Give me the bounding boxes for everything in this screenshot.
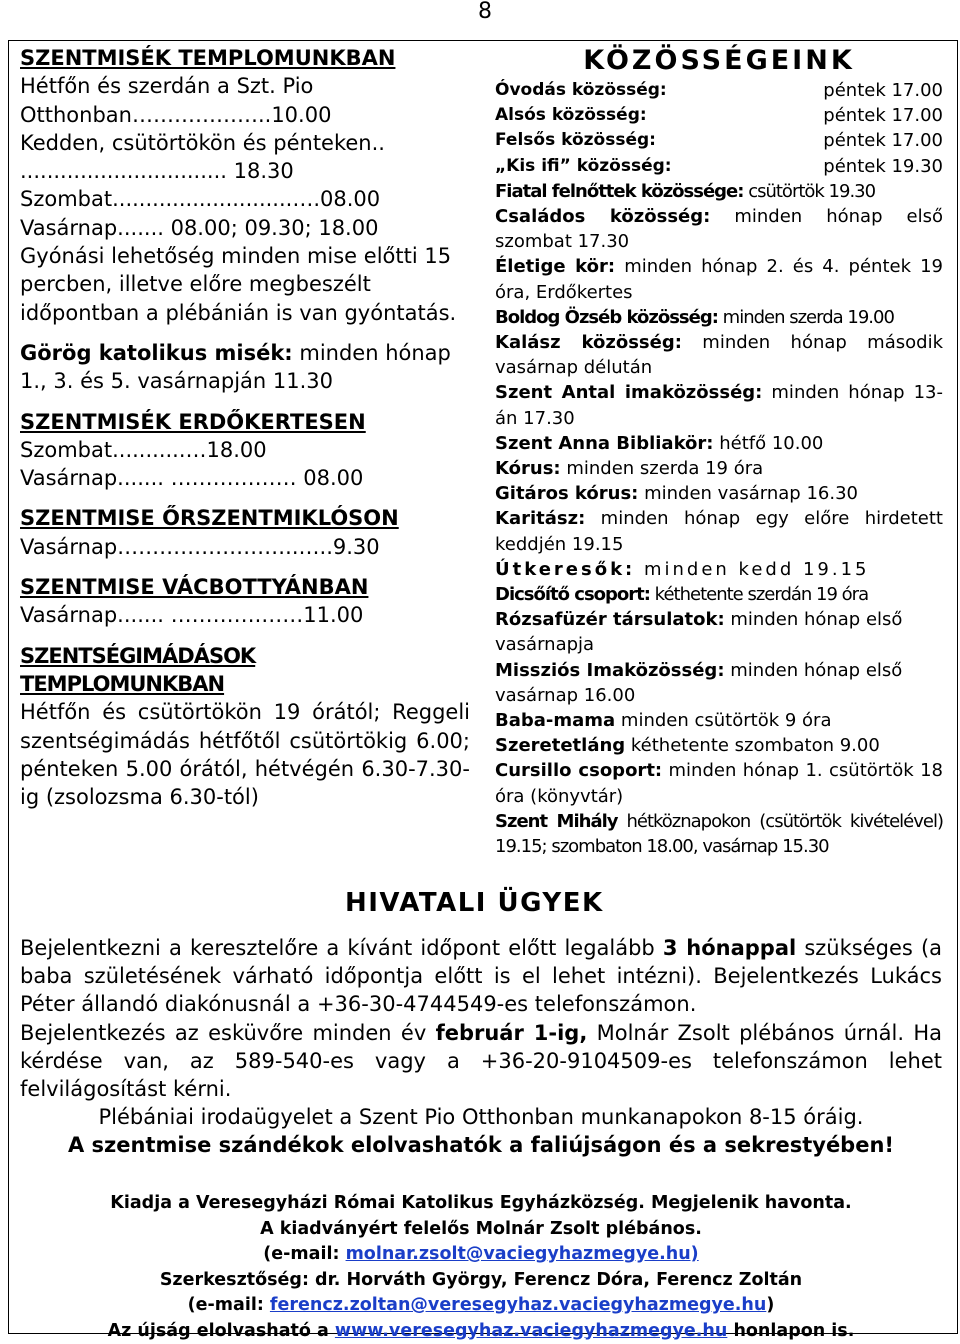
community-time: minden hónap 1. csütörtök 18 óra (könyvtár) xyxy=(495,760,943,807)
text: (e-mail: xyxy=(263,1244,346,1264)
community-label: Felsős közösség: xyxy=(495,130,656,151)
section-title-vacbottyan: SZENTMISE VÁCBOTTYÁNBAN xyxy=(20,575,369,600)
community-time: minden hónap egy előre hirdetett keddjén 19.15 xyxy=(495,508,943,555)
community-entry xyxy=(495,557,943,582)
mass-line: Hétfőn és szerdán a Szt. Pio xyxy=(20,74,314,99)
community-time: péntek 17.00 xyxy=(823,130,943,152)
mass-line: Vasárnap……………………..…..9.30 xyxy=(20,534,380,559)
mass-line: Szombat...........…18.00 xyxy=(20,437,267,462)
editors-line: Szerkesztőség: dr. Horváth György, Ferencz Dóra, Ferencz Zoltán xyxy=(159,1269,803,1290)
community-entry xyxy=(495,179,943,204)
text: Az újság elolvasható a xyxy=(107,1320,335,1341)
community-label: Kórus: xyxy=(495,458,561,480)
text: honlapon is. xyxy=(727,1320,855,1341)
community-time: hétköznapokon (csütörtök kivételével) 19.15; szombaton 18.00, vasárnap 15.30 xyxy=(495,810,944,858)
community-time: kéthetente szerdán 19 óra xyxy=(649,584,869,606)
community-row xyxy=(495,128,943,153)
community-time: minden hónap első vasárnap 16.00 xyxy=(495,659,903,706)
greek-label: Görög katolikus misék: xyxy=(20,340,293,365)
adoration-paragraph: Hétfőn és csütörtökön 19 órától; Reggeli szentségimádás hétfőtől csütörtökig 6.00; pénteken 5.00 órától, hétvégén 6.30-7.30-ig (zsolozsma 6.30-tól) xyxy=(20,700,470,810)
community-label: Szeretetláng xyxy=(495,735,626,757)
confession-paragraph: Gyónási lehetőség minden mise előtti 15 percben, illetve előre megbeszélt időpontban a plébánián is van gyóntatás. xyxy=(20,244,457,325)
community-time: minden hónap 2. és 4. péntek 19 óra, Erdőkertes xyxy=(495,256,943,303)
community-label: Fiatal felnőttek közössége: xyxy=(495,180,744,202)
greek-catholic-paragraph xyxy=(20,339,470,396)
section-title-erdokertes: SZENTMISÉK ERDŐKERTESEN xyxy=(20,409,366,434)
community-label: Dicsőítő csoport: xyxy=(495,584,650,606)
community-label: Gitáros kórus: xyxy=(495,483,639,505)
community-row xyxy=(495,103,943,128)
community-time: csütörtök 19.30 xyxy=(743,180,876,202)
community-time: minden csütörtök 9 óra xyxy=(615,710,832,732)
emphasis: 3 hónappal xyxy=(662,936,797,960)
community-entry xyxy=(495,456,943,481)
community-label: Baba-mama xyxy=(495,710,616,732)
website-line xyxy=(20,1319,942,1344)
community-label: Boldog Özséb közösség: xyxy=(495,306,718,328)
community-time: minden hónap második vasárnap délután xyxy=(495,332,943,379)
publisher-line: Kiadja a Veresegyházi Római Katolikus Egyházközség. Megjelenik havonta. xyxy=(110,1193,852,1213)
community-label: Rózsafüzér társulatok: xyxy=(495,609,725,631)
community-label: Családos közösség: xyxy=(495,206,711,228)
mass-line: Kedden, csütörtökön és pénteken.. xyxy=(20,130,385,155)
text: Bejelentkezés az esküvőre minden év xyxy=(20,1020,436,1045)
community-label: Szent Anna Bibliakör: xyxy=(495,432,714,454)
community-entry xyxy=(495,607,943,657)
community-label: Cursillo csoport: xyxy=(495,760,663,782)
community-time: minden szerda 19.00 xyxy=(717,306,894,328)
community-time: péntek 19.30 xyxy=(823,155,943,177)
community-entry xyxy=(495,254,943,304)
emphasis: február 1-ig, xyxy=(435,1020,588,1045)
email-line-2 xyxy=(20,1293,942,1319)
community-label: Missziós Imaközösség: xyxy=(495,659,725,681)
text: ) xyxy=(766,1295,775,1315)
mass-schedule-column xyxy=(20,44,470,811)
communities-column xyxy=(495,44,943,859)
text: Bejelentkezni a keresztelőre a kívánt időpont előtt legalább xyxy=(20,936,663,960)
greek-text: minden hónap 1., 3. és 5. vasárnapján 11.30 xyxy=(20,340,451,394)
community-label: Útkeresők: xyxy=(495,558,636,580)
office-hours: Plébániai irodaügyelet a Szent Pio Otthonban munkanapokon 8-15 óráig. xyxy=(98,1105,864,1130)
community-label: Életige kör: xyxy=(495,256,616,278)
text: szükséges (a baba születésének várható időpontja előtt is el lehet intézni). Bejelentkezés Lukács Péter állandó diakónusnál a +36-30-4744549-es telefonszámon. xyxy=(20,936,942,1017)
community-time: kéthetente szombaton 9.00 xyxy=(625,735,880,757)
baptism-paragraph xyxy=(20,934,942,1019)
community-label: Alsós közösség: xyxy=(495,105,647,126)
community-time: péntek 17.00 xyxy=(823,80,943,101)
responsible-line: A kiadványért felelős Molnár Zsolt plébános. xyxy=(260,1218,702,1239)
wedding-paragraph xyxy=(20,1019,942,1104)
community-time: péntek 17.00 xyxy=(823,105,943,127)
email-line-1 xyxy=(20,1242,942,1268)
community-entry xyxy=(495,380,943,430)
mass-line: ............................... 18.30 xyxy=(20,159,294,184)
mass-line: Vasárnap....... 08.00; 09.30; 18.00 xyxy=(20,215,379,240)
section-title-orszentmiklos: SZENTMISE ŐRSZENTMIKLÓSON xyxy=(20,506,399,531)
mass-line: Vasárnap....... ………….……11.00 xyxy=(20,603,364,628)
section-title-szentsegimadas: SZENTSÉGIMÁDÁSOK xyxy=(20,643,256,668)
community-label: „Kis ifi” közösség: xyxy=(495,155,672,176)
community-entry xyxy=(495,506,943,556)
community-time: minden kedd 19.15 xyxy=(635,558,870,580)
community-entry xyxy=(495,481,943,506)
mass-line: Vasárnap....... ……………… 08.00 xyxy=(20,466,364,491)
publisher-footer xyxy=(20,1191,942,1344)
community-entry xyxy=(495,431,943,456)
office-title: HIVATALI ÜGYEK xyxy=(345,888,604,918)
text: Molnár Zsolt plébános úrnál. Ha kérdése van, az 589-540-es vagy a +36-20-9104509-es telefonszámon lehet felvilágosítást kérni. xyxy=(20,1020,942,1102)
mass-intentions-note: A szentmise szándékok elolvashatók a faliújságon és a sekrestyében! xyxy=(67,1133,894,1158)
community-entry xyxy=(495,733,943,758)
email-link-ferencz[interactable]: ferencz.zoltan@veresegyhaz.vaciegyhazmegye.hu xyxy=(269,1295,767,1315)
community-entry xyxy=(495,305,943,330)
community-time: minden hónap első vasárnapja xyxy=(495,609,903,656)
community-time: minden hónap első szombat 17.30 xyxy=(495,206,943,253)
communities-title: KÖZÖSSÉGEINK xyxy=(583,45,855,76)
community-entry xyxy=(495,582,943,607)
community-entry xyxy=(495,708,943,733)
community-entry xyxy=(495,809,943,859)
office-section xyxy=(20,934,942,1160)
section-title-templomunkban: SZENTMISÉK TEMPLOMUNKBAN xyxy=(20,46,396,70)
community-time: minden hónap 13-án 17.30 xyxy=(495,382,943,429)
community-entry xyxy=(495,330,943,380)
community-time: hétfő 10.00 xyxy=(713,432,824,454)
email-link-molnar[interactable]: molnar.zsolt@vaciegyhazmegye.hu) xyxy=(345,1244,699,1264)
community-entry xyxy=(495,204,943,254)
community-time: minden szerda 19 óra xyxy=(560,458,764,480)
community-label: Szent Antal imaközösség: xyxy=(495,382,763,404)
mass-line: Otthonban………………..10.00 xyxy=(20,102,332,127)
website-link[interactable]: www.veresegyhaz.vaciegyhazmegye.hu xyxy=(334,1320,728,1341)
community-entry xyxy=(495,758,943,808)
community-label: Karitász: xyxy=(495,508,586,530)
text: (e-mail: xyxy=(187,1295,270,1315)
community-time: minden vasárnap 16.30 xyxy=(638,483,858,505)
page-number: 8 xyxy=(478,0,492,24)
mass-line: Szombat...........................….08.00 xyxy=(20,187,381,212)
community-entry xyxy=(495,658,943,708)
section-title-szentsegimadas-2: TEMPLOMUNKBAN xyxy=(20,671,225,696)
community-label: Kalász közösség: xyxy=(495,332,682,354)
community-row xyxy=(495,154,943,179)
community-row xyxy=(495,78,943,103)
community-label: Óvodás közösség: xyxy=(495,80,667,100)
community-label: Szent Mihály xyxy=(495,810,618,832)
